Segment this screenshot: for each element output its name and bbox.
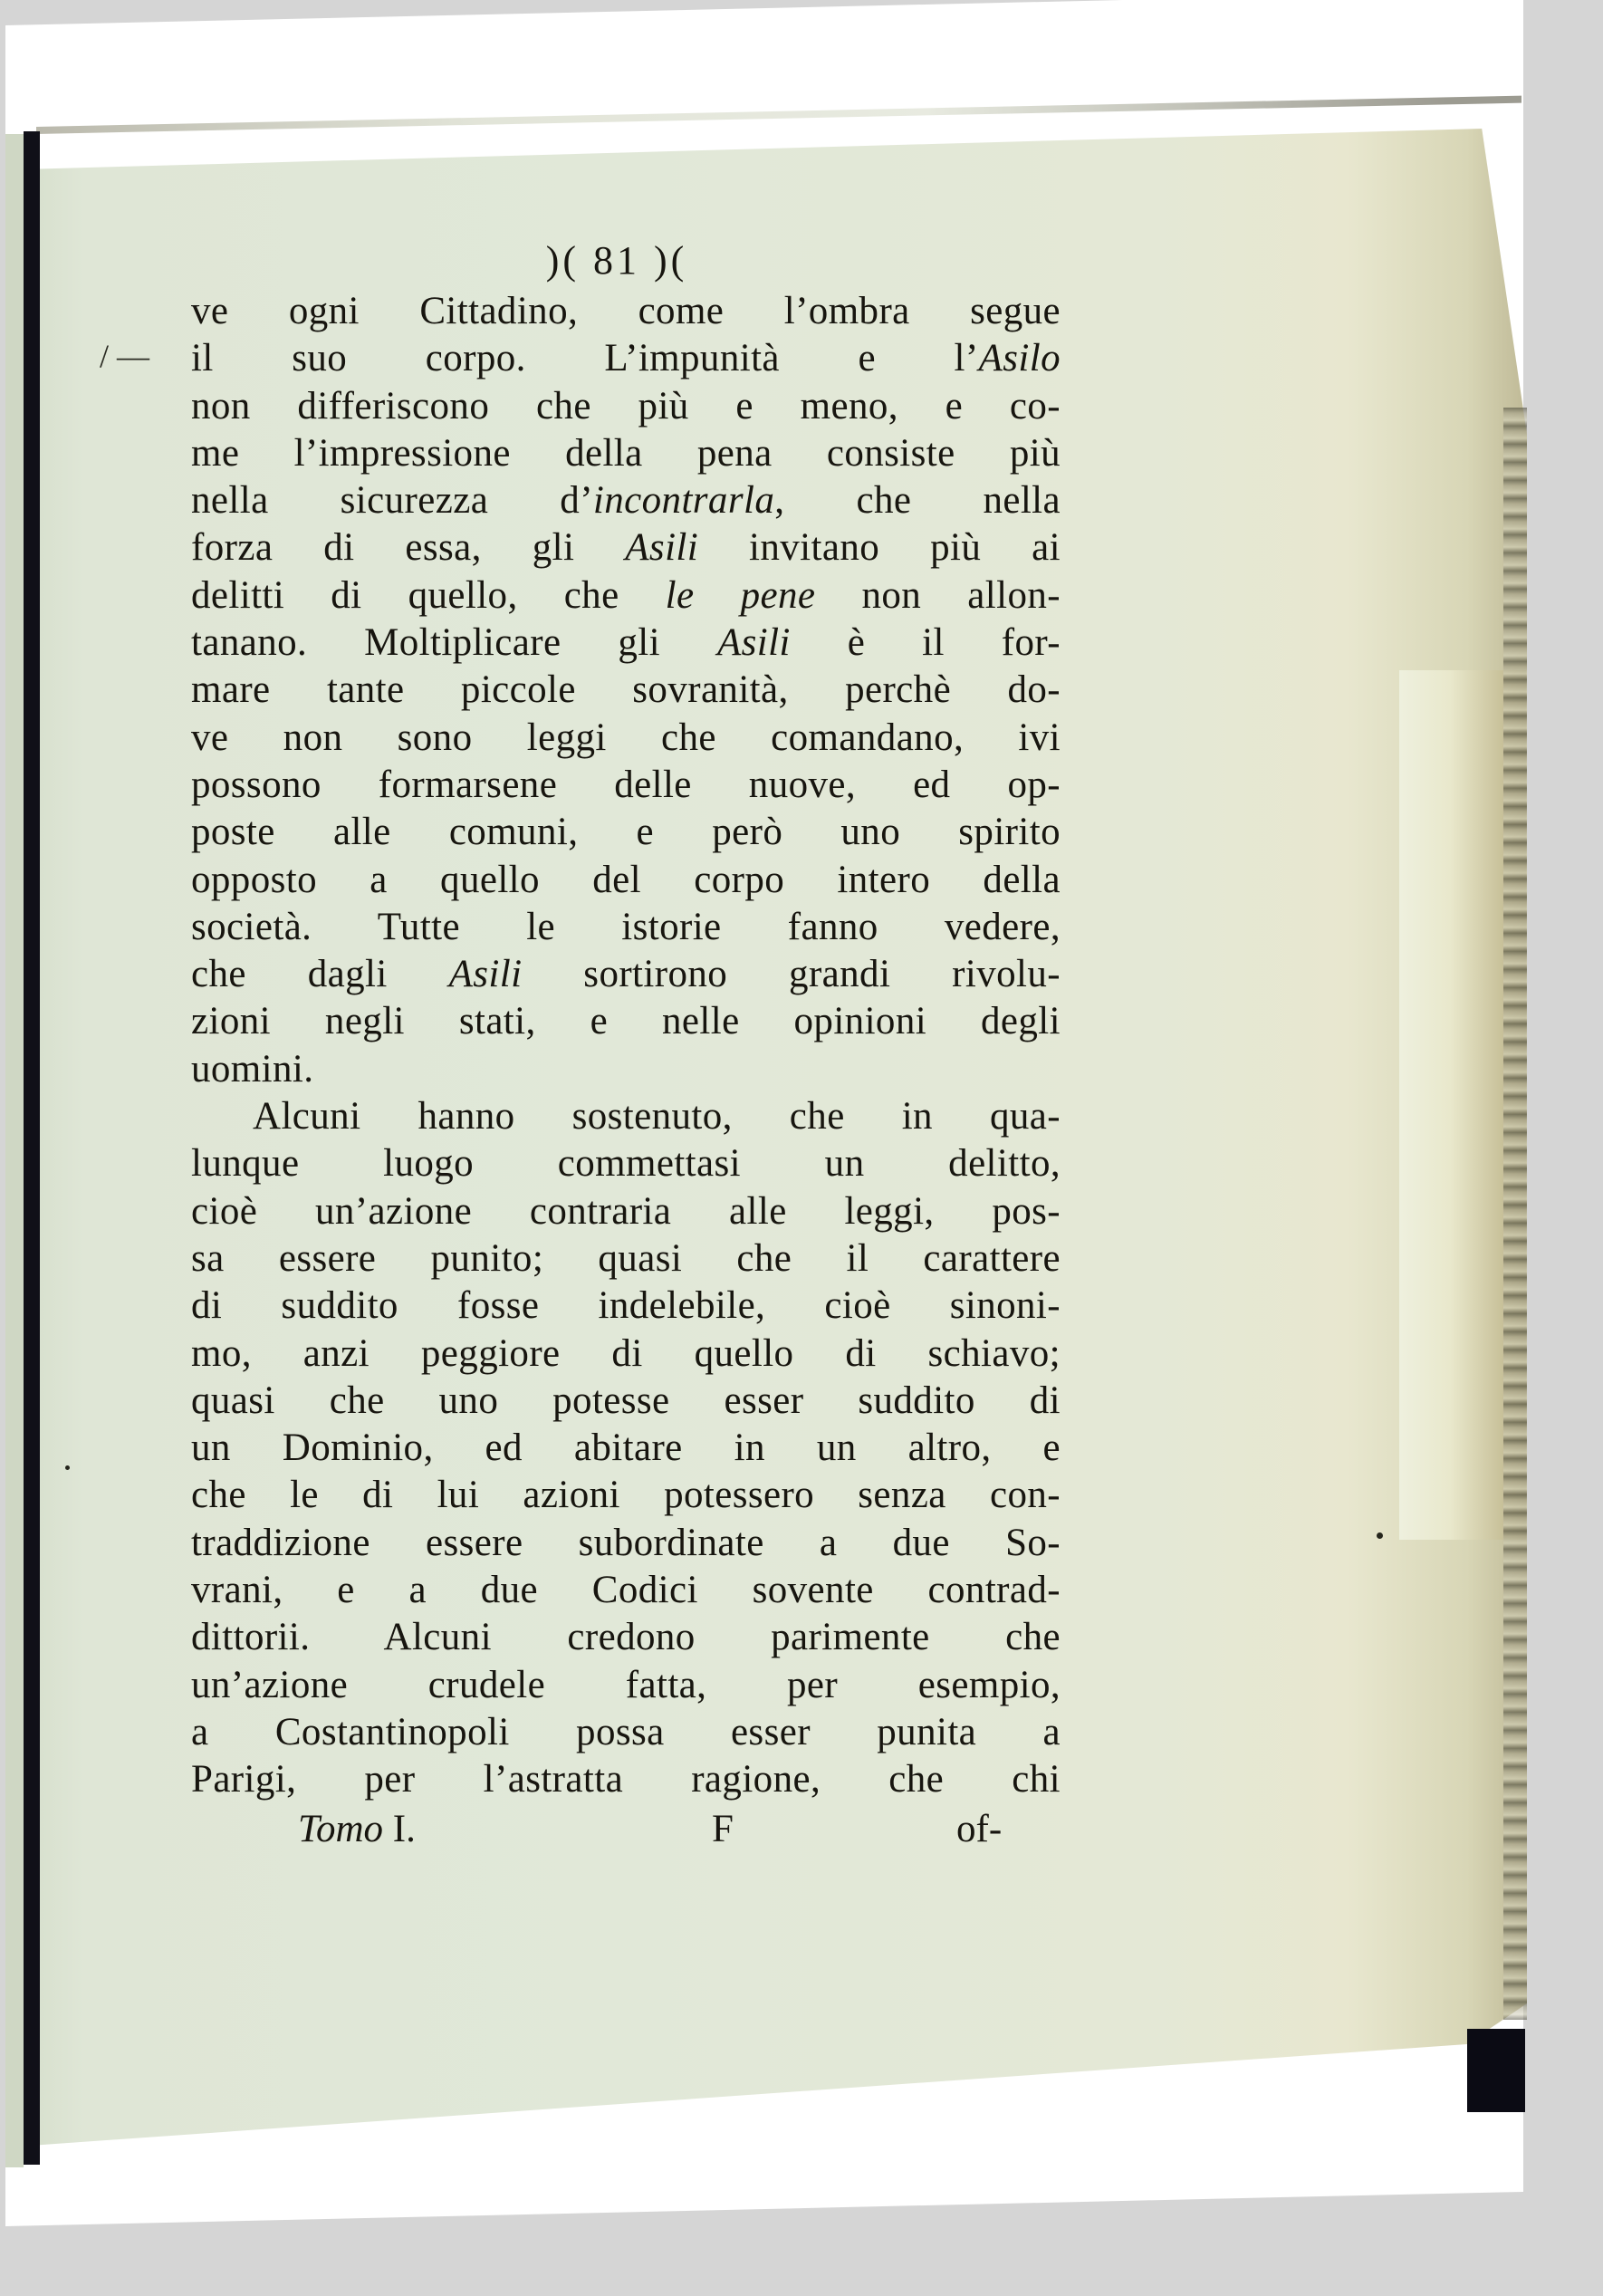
text-line: poste alle comuni, e però uno spirito — [191, 811, 1061, 854]
facing-page-edge — [5, 134, 24, 2167]
text-line: un’azione crudele fatta, per esempio, — [191, 1663, 1061, 1706]
text-line: nella sicurezza d’incontrarla, che nella — [191, 479, 1061, 523]
page-number: 81 — [593, 238, 640, 283]
catchword: of- — [956, 1807, 1003, 1850]
body-text — [191, 288, 1061, 1804]
text-line: dittorii. Alcuni credono parimente che — [191, 1616, 1061, 1659]
page-frayed-edge — [1503, 408, 1527, 2020]
text-line: traddizione essere subordinate a due So- — [191, 1521, 1061, 1564]
page-text — [191, 234, 1061, 1855]
text-line: quasi che uno potesse esser suddito di — [191, 1379, 1061, 1422]
text-line: ve ogni Cittadino, come l’ombra segue — [191, 290, 1061, 332]
text-line: me l’impressione della pena consiste più — [191, 431, 1061, 475]
binding-gutter — [24, 131, 40, 2165]
text-line: possono formarsene delle nuove, ed op- — [191, 763, 1061, 806]
text-line: il suo corpo. L’impunità e l’Asilo — [191, 337, 1061, 380]
text-line: che le di lui azioni potessero senza con- — [191, 1474, 1061, 1517]
margin-dash-mark: / — — [100, 338, 150, 374]
text-line: società. Tutte le istorie fanno vedere, — [191, 905, 1061, 948]
text-line: sa essere punito; quasi che il carattere — [191, 1236, 1061, 1280]
ornament-left: )( — [545, 238, 580, 283]
text-line: non differiscono che più e meno, e co- — [191, 384, 1061, 427]
running-head — [173, 234, 1061, 288]
volume-label: Tomo I. — [298, 1807, 416, 1850]
text-line: opposto a quello del corpo intero della — [191, 858, 1061, 901]
text-line: ve non sono leggi che comandano, ivi — [191, 716, 1061, 759]
text-line: a Costantinopoli possa esser punita a — [191, 1710, 1061, 1753]
signature-mark: F — [712, 1807, 734, 1850]
ink-speck — [1377, 1532, 1383, 1539]
text-line: uomini. — [191, 1047, 314, 1090]
text-line: tanano. Moltiplicare gli Asili è il for- — [191, 621, 1061, 665]
text-line: un Dominio, ed abitare in un altro, e — [191, 1427, 1061, 1470]
text-line: lunque luogo commettasi un delitto, — [191, 1142, 1061, 1186]
text-line: delitti di quello, che le pene non allon- — [191, 573, 1061, 617]
text-line: Alcuni hanno sostenuto, che in qua- — [253, 1095, 1061, 1138]
text-line: zioni negli stati, e nelle opinioni degli — [191, 1000, 1061, 1043]
text-line: vrani, e a due Codici sovente contrad- — [191, 1569, 1061, 1612]
text-line: che dagli Asili sortirono grandi rivolu- — [191, 953, 1061, 996]
text-line: forza di essa, gli Asili invitano più ai — [191, 526, 1061, 570]
text-line: mare tante piccole sovranità, perchè do- — [191, 668, 1061, 712]
ink-speck — [65, 1465, 70, 1470]
page-footer — [191, 1804, 1061, 1855]
ornament-right: )( — [654, 238, 688, 283]
text-line: Parigi, per l’astratta ragione, che chi — [191, 1758, 1061, 1801]
text-line: di suddito fosse indelebile, cioè sinoni- — [191, 1284, 1061, 1328]
text-line: cioè un’azione contraria alle leggi, pos- — [191, 1189, 1061, 1233]
text-line: mo, anzi peggiore di quello di schiavo; — [191, 1331, 1061, 1375]
page-corner-shadow — [1467, 2029, 1525, 2112]
